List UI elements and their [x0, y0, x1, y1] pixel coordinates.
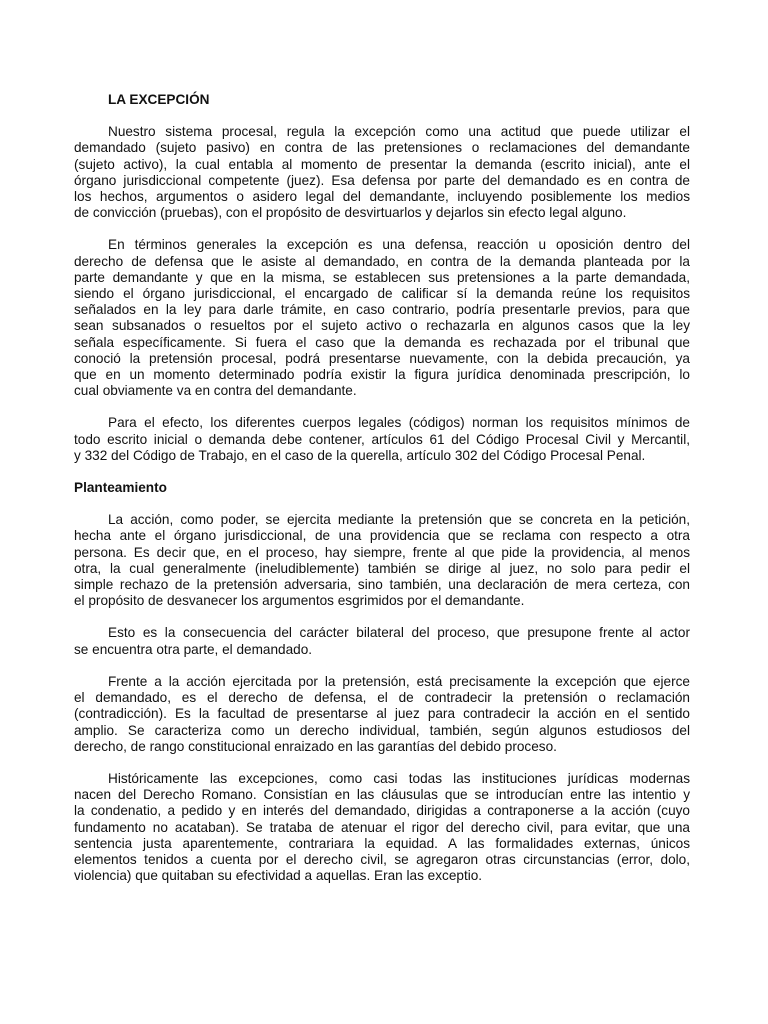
paragraph-line: sentencia justa aparentemente, contrariara la equidad. A las formalidades externas, únicos — [74, 835, 690, 851]
paragraph — [74, 237, 690, 399]
paragraph-line: derecho, de rango constitucional enraizado en las garantías del debido proceso. — [74, 738, 557, 754]
paragraph-line: En términos generales la excepción es una defensa, reacción u oposición dentro del — [108, 237, 690, 253]
paragraph-line: que en un momento determinado podría existir la figura jurídica denominada prescripción, lo — [74, 367, 690, 383]
paragraph-line: órgano jurisdiccional competente (juez). Esa defensa por parte del demandado es en contra de — [74, 172, 690, 188]
paragraph-line: se encuentra otra parte, el demandado. — [74, 641, 313, 657]
paragraph-line: elementos tenidos a cuenta por el derecho civil, se agregaron otras circunstancias (error, dolo, — [74, 851, 690, 867]
paragraph-line: demandado (sujeto pasivo) en contra de las pretensiones o reclamaciones del demandante — [74, 140, 690, 156]
paragraph-line: cual obviamente va en contra del demandante. — [74, 383, 357, 399]
paragraph-line: señala específicamente. Si fuera el caso que la demanda es rechazada por el tribunal que — [74, 334, 690, 350]
paragraph-line: nacen del Derecho Romano. Consistían en las cláusulas que se introducían entre las intentio y — [74, 787, 690, 803]
paragraph-line: Frente a la acción ejercitada por la pretensión, está precisamente la excepción que ejerce — [108, 673, 690, 689]
paragraph-line: violencia) que quitaban su efectividad a aquellas. Eran las exceptio. — [74, 868, 483, 884]
paragraph-line: hecha ante el órgano jurisdiccional, de una providencia que se reclama con respecto a otra — [74, 528, 690, 544]
paragraph-line: fundamento no acataban). Se trataba de atenuar el rigor del derecho civil, para evitar, que una — [74, 819, 690, 835]
paragraph-line: siendo el órgano jurisdiccional, el encargado de calificar sí la demanda reúne los requisitos — [74, 286, 690, 302]
paragraph-line: la condenatio, a pedido y en interés del demandado, dirigidas a contraponerse a la acción (cuyo — [74, 803, 690, 819]
paragraph-line: conoció la pretensión procesal, podrá presentarse nuevamente, con la debida precaución, ya — [74, 350, 690, 366]
paragraph — [74, 674, 690, 755]
document-page — [74, 92, 690, 900]
paragraph-line: otra, la cual generalmente (ineludiblemente) también se dirige al juez, no solo para pedir el — [74, 560, 690, 576]
paragraph-line: Esto es la consecuencia del carácter bilateral del proceso, que presupone frente al actor — [108, 625, 690, 641]
paragraph-line: parte demandante y que en la misma, se establecen sus pretensiones a la parte demandada, — [74, 269, 690, 285]
paragraph-line: simple rechazo de la pretensión adversaria, sino también, una declaración de mera certeza, con — [74, 577, 690, 593]
paragraph-line: sean subsanados o resueltos por el sujeto activo o rechazarla en algunos casos que la ley — [74, 318, 690, 334]
paragraph-line: persona. Es decir que, en el proceso, hay siempre, frente al que pide la providencia, al menos — [74, 544, 690, 560]
document-body — [74, 124, 690, 884]
paragraph-line: (sujeto activo), la cual entabla al momento de presentar la demanda (escrito inicial), ante el — [74, 156, 690, 172]
paragraph — [74, 625, 690, 657]
paragraph-line: todo escrito inicial o demanda debe contener, artículos 61 del Código Procesal Civil y Mercantil, — [74, 431, 690, 447]
paragraph-line: amplio. Se caracteriza como un derecho individual, también, según algunos estudiosos del — [74, 722, 690, 738]
paragraph-line: Para el efecto, los diferentes cuerpos legales (códigos) norman los requisitos mínimos de — [108, 415, 690, 431]
paragraph — [74, 415, 690, 464]
paragraph-line: derecho de defensa que le asiste al demandado, en contra de la demanda planteada por la — [74, 253, 690, 269]
paragraph-line: los hechos, argumentos o asidero legal del demandante, incluyendo posiblemente los medios — [74, 189, 690, 205]
paragraph-line: Nuestro sistema procesal, regula la excepción como una actitud que puede utilizar el — [108, 124, 690, 140]
paragraph-line: el demandado, es el derecho de defensa, el de contradecir la pretensión o reclamación — [74, 690, 690, 706]
paragraph-line: señalados en la ley para darle trámite, en caso contrario, podría presentarle previos, para que — [74, 302, 690, 318]
section-heading: Planteamiento — [74, 480, 167, 496]
paragraph — [74, 124, 690, 221]
paragraph-line: el propósito de desvanecer los argumentos esgrimidos por el demandante. — [74, 593, 525, 609]
paragraph — [74, 771, 690, 884]
paragraph-line: La acción, como poder, se ejercita mediante la pretensión que se concreta en la petición, — [108, 512, 690, 528]
paragraph-line: Históricamente las excepciones, como casi todas las instituciones jurídicas modernas — [108, 770, 690, 786]
document-title: LA EXCEPCIÓN — [108, 92, 210, 107]
paragraph-line: de convicción (pruebas), con el propósito de desvirtuarlos y dejarlos sin efecto legal alguno. — [74, 205, 627, 221]
paragraph-line: (contradicción). Es la facultad de presentarse al juez para contradecir la acción en el sentido — [74, 706, 690, 722]
paragraph-line: y 332 del Código de Trabajo, en el caso de la querella, artículo 302 del Código Procesal Penal. — [74, 447, 646, 463]
paragraph — [74, 512, 690, 609]
